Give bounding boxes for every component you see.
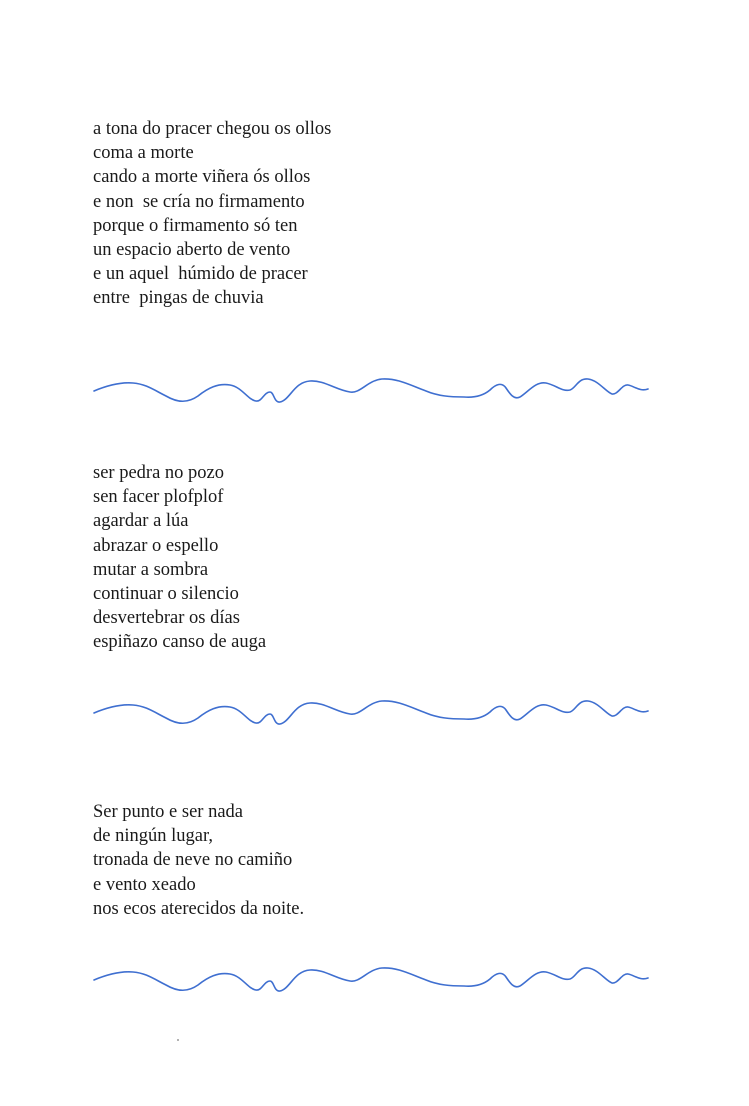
poem-stanza-1 (93, 117, 331, 311)
poem-line: a tona do pracer chegou os ollos (93, 119, 332, 139)
poem-line: sen facer plofplof (93, 487, 224, 508)
wavy-divider-3 (88, 959, 654, 1003)
poem-line: desvertebrar os días (93, 608, 240, 629)
scan-speck (177, 1039, 179, 1041)
poem-line: porque o firmamento só ten (93, 215, 298, 236)
poem-line: nos ecos aterecidos da noite. (93, 898, 305, 919)
poem-line: tronada de neve no camiño (93, 850, 293, 871)
poem-line: e vento xeado (93, 874, 196, 895)
wavy-line (94, 968, 648, 991)
wavy-line (94, 701, 648, 724)
poem-line: e non se cría no firmamento (93, 191, 305, 212)
poem-line: un espacio aberto de vento (93, 240, 291, 261)
poem-line: entre pingas de chuvia (93, 288, 264, 309)
wavy-divider-2 (88, 692, 654, 736)
poem-line: ser pedra no pozo (93, 463, 224, 483)
wavy-divider-1 (88, 370, 654, 414)
poem-line: de ningún lugar, (93, 826, 213, 847)
poem-line: Ser punto e ser nada (93, 802, 244, 822)
poem-line: abrazar o espello (93, 535, 219, 556)
poem-line: e un aquel húmido de pracer (93, 264, 308, 285)
poem-stanza-2 (93, 461, 266, 655)
poem-stanza-3 (93, 800, 304, 921)
poem-line: mutar a sombra (93, 559, 209, 580)
poem-line: cando a morte viñera ós ollos (93, 167, 311, 188)
poem-line: espiñazo canso de auga (93, 632, 267, 653)
wavy-line (94, 379, 648, 402)
poem-line: coma a morte (93, 143, 194, 164)
poem-line: continuar o silencio (93, 584, 239, 605)
poem-line: agardar a lúa (93, 511, 189, 532)
